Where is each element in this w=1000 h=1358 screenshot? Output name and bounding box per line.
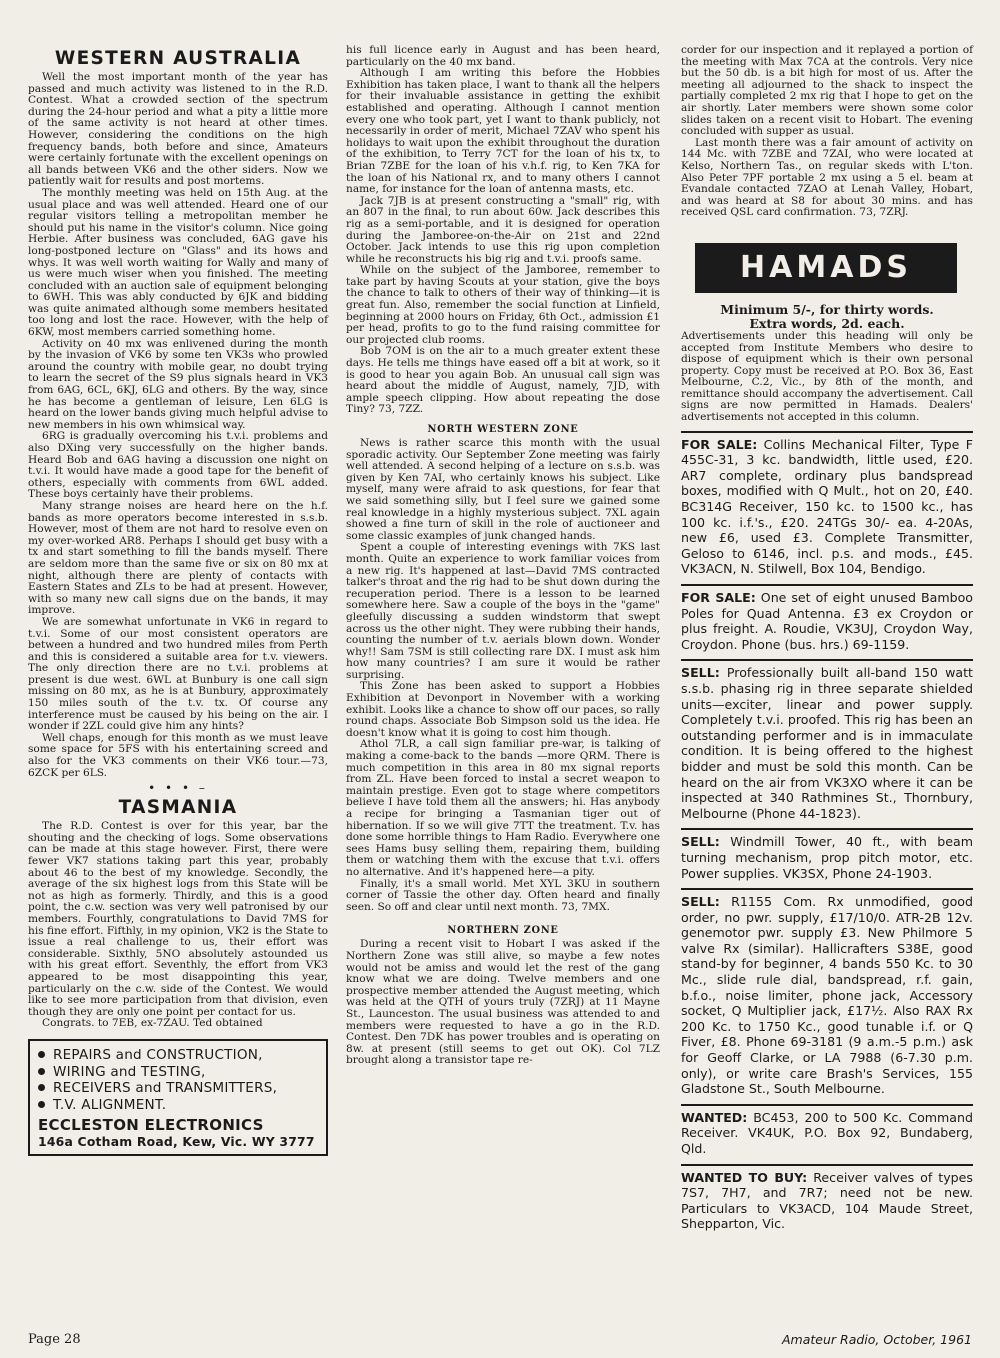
advert-item: T.V. ALIGNMENT. [38,1097,318,1114]
advert-item: REPAIRS and CONSTRUCTION, [38,1047,318,1064]
classified-ad: WANTED TO BUY: Receiver valves of types 7S7, 7H7, and 7R7; need not be new. Particulars to VK3ACD, 104 Maude Street, Shepparton, Vic. [681,1164,973,1232]
advert-item: RECEIVERS and TRANSMITTERS, [38,1080,318,1097]
heading-tasmania: TASMANIA [118,797,238,819]
hamads-rate: Minimum 5/-, for thirty words. Extra words, 2d. each. [720,301,934,331]
heading-western-australia: WESTERN AUSTRALIA [54,48,302,69]
nwz-paragraph: Athol 7LR, a call sign familiar pre-war, is talking of making a come-back to the bands —more QRM. There is much competition in this area in 80 mx signal reports from ZL. Have been forced to instal a secret weapon to maintain prestige. Even got to stage where competitors believe I have told them all the answers; hi. Has anybody a recipe for bringing a Tasmanian tiger out of hibernation. If so we will give 7TT the treatment. T.v. has done some horrible things to Ham Radio. Everywhere one sees Hams busy selling them, repairing them, building them or watching them with the excuse that t.v.i. offers no alternative. And it's happened here—a pity. [346,738,660,878]
wa-paragraph: We are somewhat unfortunate in VK6 in regard to t.v.i. Some of our most consistent operators are between a hundred and two hundred miles from Perth and this is considered a suitable area for t.v. viewers. The only direction there are no t.v.i. problems at present is due west. 6WL at Bunbury is one call sign missing on 80 mx, as he is at Bunbury, approximately 150 miles south of the t.v. tx. Of course any interference must be caused by his being on the air. I wonder if 2ZL could give him any hints? [28,615,328,733]
wa-paragraph: Well the most important month of the year has passed and much activity was listened to in the R.D. Contest. What a crowded section of the spectrum during the 24-hour period and what a pity a little more of the same activity is not heard at other times. However, considering the conditions on the high frequency bands, both before and since, Amateurs were certainly fortunate with the excellent openings on all bands between VK6 and the other siders. Now we patiently wait for results and post mortems. [28,71,328,188]
bullet-icon [38,1084,45,1091]
tas-paragraph: While on the subject of the Jamboree, remember to take part by having Scouts at your station, give the boys the chance to talk to others of their way of thinking—it is great fun. Also, remember the social function at Linfield, beginning at 2000 hours on Friday, 6th Oct., admission £1 per head, profits to go to the fund raising committee for our projected club rooms. [346,264,660,346]
nz-paragraph: During a recent visit to Hobart I was asked if the Northern Zone was still alive, so maybe a few notes would not be amiss and would let the rest of the gang know what we are doing. Twelve members and one prospective member attended the August meeting, which was held at the QTH of yours truly (7ZRJ) at 11 Mayne St., Launceston. The usual business was attended to and members were requested to have a go in the R.D. Contest. Den 7DK has power troubles and is operating on 8w. at present (still seems to get out OK). Col 7LZ brought along a transistor tape re- [346,938,660,1067]
classified-ad: FOR SALE: One set of eight unused Bamboo Poles for Quad Antenna. £3 ex Croydon or plus freight. A. Roudie, VK3UJ, Croydon Way, Croydon. Phone (bus. hrs.) 69-1159. [681,584,973,652]
advert-firm-name: ECCLESTON ELECTRONICS [38,1116,264,1135]
eccleston-advert [28,1039,328,1156]
wa-paragraph: Well chaps, enough for this month as we must leave some space for 5FS with his entertaining screed and also for the VK3 comments on their VK6 tour.—73, 6ZCK per 6LS. [28,731,328,779]
tas-paragraph: Congrats. to 7EB, ex-7ZAU. Ted obtained [42,1017,263,1030]
nz-continued-paragraph: corder for our inspection and it replayed a portion of the meeting with Max 7CA at the controls. Very nice but the 50 db. is a bit high for most of us. After the meeting all adjourned to the shack to inspect the partially completed 2 mx rig that I hope to get on the air shortly. Later members were shown some color slides taken on a recent visit to Hobart. The evening concluded with supper as usual. [681,44,973,138]
column-left [28,34,328,1156]
tas-paragraph: Although I am writing this before the Hobbies Exhibition has taken place, I want to thank all the helpers for their invaluable assistance in getting the exhibit established and operating. Although I cannot mention every one who took part, yet I want to thank publicly, not necessarily in order of merit, Michael 7ZAV who spent his holidays to wait upon the exhibit throughout the duration of the exhibition, to Terry 7CT for the loan of his tx, to Brian 7ZBE for the loan of his v.h.f. rig, to Ken 7KA for the loan of his National rx, and to many others I cannot name, for instance for the loan of antenna masts, etc. [346,67,660,196]
advert-address: 146a Cotham Road, Kew, Vic. WY 3777 [38,1134,315,1150]
tas-paragraph: Bob 7OM is on the air to a much greater extent these days. He tells me things have eased off a bit at work, so it is good to hear you again Bob. An unusual call sign was heard about the middle of August, namely, 7JD, with ample speech clipping. How about repeating the dose Tiny? 73, 7ZZ. [346,345,660,416]
journal-footer: Amateur Radio, October, 1961 [782,1332,972,1347]
tas-paragraph: Jack 7JB is at present constructing a "small" rig, with an 807 in the final, to run about 60w. Jack describes this rig as a semi-portable, and it is designed for operation during the Jamboree-on-the-Air on 21st and 22nd October. Jack intends to use this rig upon completion while he reconstructs his big rig and t.v.i. proofs same. [346,194,660,265]
page-number: Page 28 [28,1332,81,1347]
column-right [681,34,973,1232]
nwz-paragraph: Finally, it's a small world. Met XYL 3KU in southern corner of Tassie the other day. Often heard and finally seen. So off and clear until next month. 73, 7MX. [346,877,660,913]
nwz-paragraph: Spent a couple of interesting evenings with 7KS last month. Quite an experience to work familiar voices from a new rig. It's happened at last—David 7MS contracted talker's throat and the rig had to be shut down during the recuperation period. There is a lesson to be learned somewhere here. Saw a couple of the boys in the "game" gleefully discussing a sudden windstorm that swept across us the other night. They were rubbing their hands, counting the number of t.v. aerials blown down. Wonder why!! Sam 7SM is still collecting rare DX. I must ask him how many countries? I am sure it would be rather surprising. [346,541,660,681]
wa-paragraph: Many strange noises are heard here on the h.f. bands as more operators become interested in s.s.b. However, most of them are not hard to resolve even on my over-worked AR8. Perhaps I should get busy with a tx and start something to fill the bands myself. There are seldom more than the same five or six on 80 mx at night, although there are plenty of contacts with Eastern States and ZLs to be had at present. However, with so many new call signs due on the bands, it may improve. [28,499,328,617]
nwz-paragraph: News is rather scarce this month with the usual sporadic activity. Our September Zone meeting was fairly well attended. A second helping of a lecture on s.s.b. was given by Ken 7AI, who certainly knows his subject. Like myself, many were afraid to ask questions, for fear that we said something silly, but I feel sure we gained some real knowledge in a highly mysterious subject. 7XL again showed a fine turn of skill in the role of auctioneer and some classic examples of junk changed hands. [346,437,660,542]
wa-paragraph: 6RG is gradually overcoming his t.v.i. problems and also DXing very successfully on the higher bands. Heard Bob and 6AG having a discussion one night on t.v.i. It would have made a good tape for the benefit of others, especially with comments from 6WL added. These boys certainly have their problems. [28,430,328,501]
section-divider: • • • – [148,781,208,796]
advert-item: WIRING and TESTING, [38,1064,318,1081]
hamads-banner: HAMADS [695,243,957,293]
wa-paragraph: Activity on 40 mx was enlivened during the month by the invasion of VK6 by some ten VK3s who prowled around the country with mobile gear, no doubt trying to learn the secret of the S9 plus signals heard in VK3 from 6AG, 6CL, 6KJ, 6LG and others. By the way, since he has become a gentleman of leisure, Len 6LG is heard on the lower bands giving much helpful advise to new members in his own whimsical way. [28,337,328,431]
nz-paragraph: Last month there was a fair amount of activity on 144 Mc. with 7ZBE and 7ZAI, who were located at Kelso, Northern Tas., on regular skeds with L'ton. Also Peter 7PF portable 2 mx using a 5 el. beam at Evandale contacted 7ZAO at Lenah Valley, Hobart, and was heard at S8 for about 30 mins. and has received QSL card confirmation. 73, 7ZRJ. [681,136,973,219]
classified-ad: SELL: Professionally built all-band 150 watt s.s.b. phasing rig in three separate shielded units—exciter, linear and power supply. Completely t.v.i. proofed. This rig has been an outstanding performer and is in immaculate condition. It is being offered to the highest bidder and must be sold this month. Can be heard on the air from VK3XO where it can be inspected at 340 Rathmines St., Thornbury, Melbourne (Phone 44-1823). [681,659,973,821]
bullet-icon [38,1051,45,1058]
classified-ad: SELL: R1155 Com. Rx unmodified, good order, no pwr. supply, £17/10/0. ATR-2B 12v. genemotor pwr. supply £3. New Philmore 5 valve Rx (similar). Hallicrafters S38E, good stand-by for beginner, 4 bands 550 Kc. to 30 Mc., slide rule dial, bandspread, r.f. gain, b.f.o., noise limiter, phone jack, Accessory socket, Q Multiplier jack, £17½. Also RAX Rx 200 Kc. to 1750 Kc., good tunable i.f. or Q Fiver, £8. Phone 69-3181 (9 a.m.-5 p.m.) ask for Geoff Clarke, or LA 7988 (6-7.30 p.m. only), or write care Brash's Services, 155 Gladstone St., South Melbourne. [681,888,973,1097]
classified-ad: WANTED: BC453, 200 to 500 Kc. Command Receiver. VK4UK, P.O. Box 92, Bundaberg, Qld. [681,1104,973,1157]
classified-ad: SELL: Windmill Tower, 40 ft., with beam turning mechanism, prop pitch motor, etc. Power supplies. VK3SX, Phone 24-1903. [681,828,973,881]
tas-paragraph: The R.D. Contest is over for this year, bar the shouting and the checking of logs. Some observations can be made at this stage however. First, there were fewer VK7 stations taking part this year, probably about 46 to the best of my knowledge. Secondly, the average of the six highest logs from this State will be not as high as formerly. Thirdly, and this is a good point, the c.w. section was very well patronised by our members. Fourthly, congratulations to David 7MS for his fine effort. Fifthly, in my opinion, VK2 is the State to issue a real challenge to us, their effort was considerable. Sixthly, 5NO absolutely astounded us with his great effort. Seventhly, the effort from VK3 appeared to be most disappointing this year, particularly on the c.w. side of the Contest. We would like to see more participation from that division, even though they are only one point per contact for us. [28,820,328,1018]
bullet-icon [38,1068,45,1075]
classified-ad: FOR SALE: Collins Mechanical Filter, Type F 455C-31, 3 kc. bandwidth, little used, £20. AR7 complete, ordinary plus bandspread boxes, modified with Q Mult., hot on 20, £40. BC314G Receiver, 150 kc. to 1500 kc., has 100 kc. i.f.'s., £20. 24TGs 30/- ea. 4-20As, new £6, used £3. Complete Transmitter, Geloso to 6146, incl. p.s. and mods., £45. VK3ACN, N. Stilwell, Box 104, Bendigo. [681,431,973,577]
wa-paragraph: The monthly meeting was held on 15th Aug. at the usual place and was well attended. Heard one of our regular visitors telling a metropolitan member he should put his name in the visitor's column. Nice going Herbie. After business was concluded, 6AG gave his long-postponed lecture on "Glass" and its hows and whys. It was well worth waiting for Wally and many of us were much wiser when you finished. The meeting concluded with an auction sale of equipment belonging to 6WH. This was ably conducted by 6JK and bidding was quite animated although some members hesitated too long and lost the race. However, with the help of 6KW, most members carried something home. [28,186,328,339]
column-middle [346,34,660,1067]
heading-northern-zone: NORTHERN ZONE [447,925,559,937]
nwz-paragraph: This Zone has been asked to support a Hobbies Exhibition at Devonport in November with a working exhibit. Looks like a chance to show off our paces, so rally round chaps. Associate Bob Simpson sold us the idea. He doesn't know what it is going to cost him though. [346,680,660,739]
bullet-icon [38,1101,45,1108]
hamads-conditions: Advertisements under this heading will only be accepted from Institute Members who desire to dispose of equipment which is their own personal property. Copy must be received at P.O. Box 36, East Melbourne, C.2, Vic., by 8th of the month, and remittance should accompany the advertisement. Call signs are now permitted in Hamads. Dealers' advertisements not accepted in this column. [681,329,973,424]
tas-continued-paragraph: his full licence early in August and has been heard, particularly on the 40 mx band. [346,44,660,68]
heading-north-western-zone: NORTH WESTERN ZONE [427,424,579,435]
